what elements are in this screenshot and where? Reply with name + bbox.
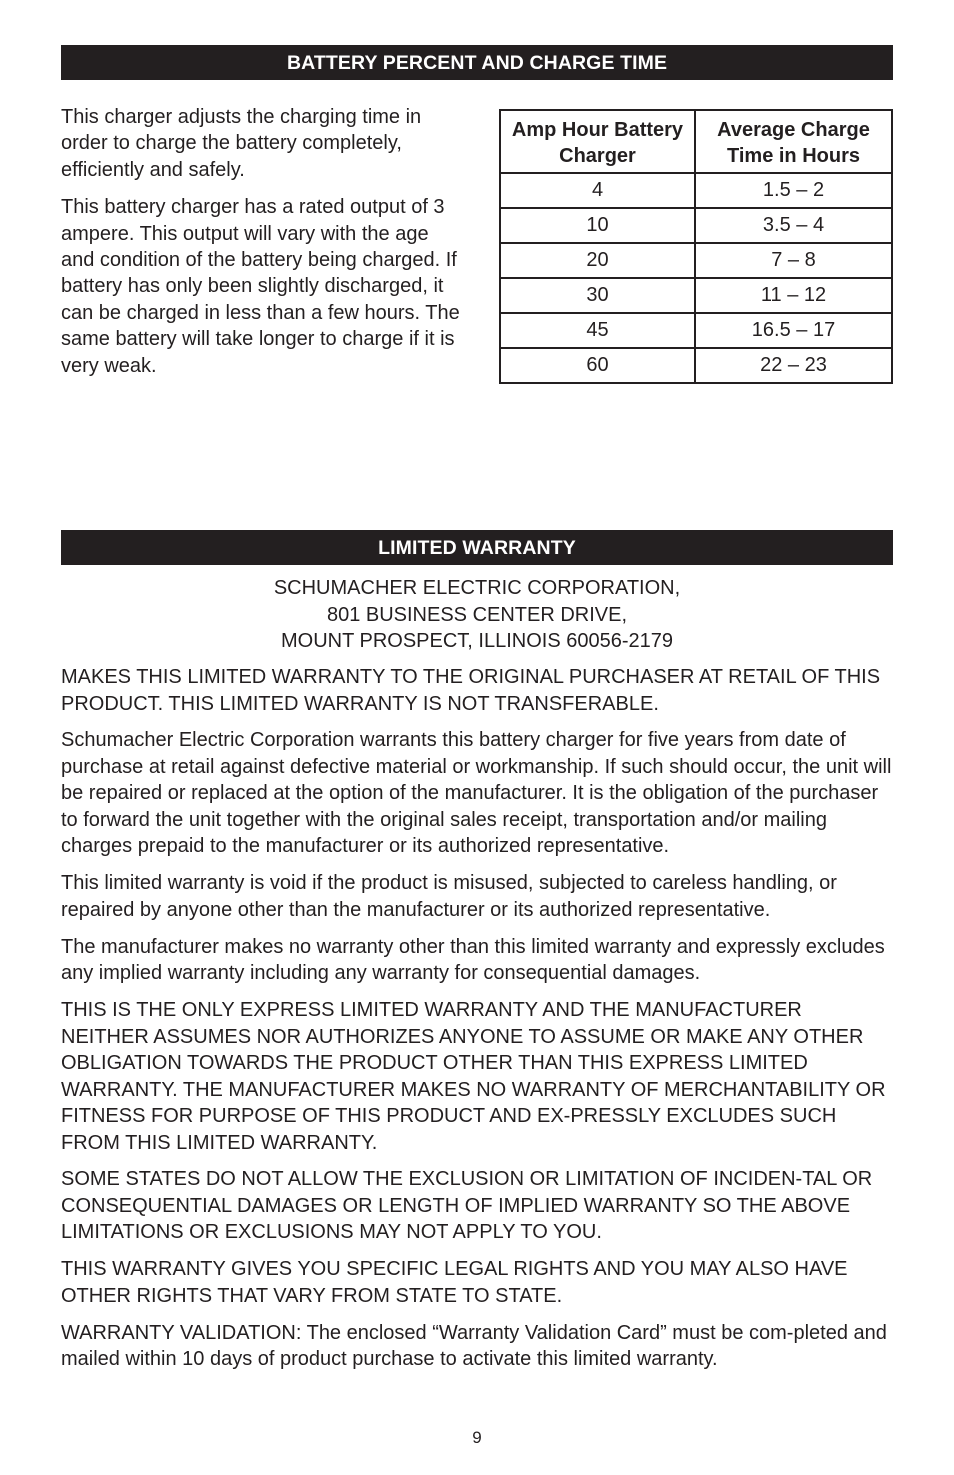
- page-number: 9: [472, 1428, 482, 1447]
- table-cell: 16.5 – 17: [695, 313, 892, 348]
- address-line: SCHUMACHER ELECTRIC CORPORATION,: [273, 577, 681, 599]
- table-row: [500, 313, 892, 348]
- warranty-paragraph: The manufacturer makes no warranty other than this limited warranty and expressly excludes any implied warranty including any warranty for consequential damages.: [61, 935, 885, 985]
- section-header-charge-time: BATTERY PERCENT AND CHARGE TIME: [61, 45, 893, 80]
- company-address: [61, 575, 893, 655]
- warranty-body: [61, 664, 893, 1383]
- table-row: [500, 278, 892, 313]
- table-cell: 60: [500, 348, 695, 383]
- intro-paragraph: This charger adjusts the charging time in order to charge the battery completely, efficiently and safely.: [61, 106, 422, 181]
- table-header-row: [500, 110, 892, 173]
- address-line: MOUNT PROSPECT, ILLINOIS 60056-2179: [280, 630, 673, 652]
- table-cell: 45: [500, 313, 695, 348]
- warranty-paragraph: Schumacher Electric Corporation warrants this battery charger for five years from date of purchase at retail against defective material or workmanship. If such should occur, the unit will be repaired or replaced at the option of the manufacturer. It is the obligation of the purchaser to forward the unit together with the original sales receipt, transportation and/or mailing charges prepaid to the manufacturer or its authorized representative.: [61, 729, 892, 858]
- table-cell: 4: [500, 173, 695, 208]
- table-row: [500, 208, 892, 243]
- table-cell: 22 – 23: [695, 348, 892, 383]
- column-header-amp-hour: Amp Hour Battery Charger: [500, 110, 695, 173]
- warranty-paragraph: SOME STATES DO NOT ALLOW THE EXCLUSION OR LIMITATION OF INCIDEN-TAL OR CONSEQUENTIAL DAMAGES OR LENGTH OF IMPLIED WARRANTY SO THE ABOVE LIMITATIONS OR EXCLUSIONS MAY NOT APPLY TO YOU.: [61, 1168, 873, 1244]
- table-cell: 1.5 – 2: [695, 173, 892, 208]
- warranty-paragraph: MAKES THIS LIMITED WARRANTY TO THE ORIGINAL PURCHASER AT RETAIL OF THIS PRODUCT. THIS LIMITED WARRANTY IS NOT TRANSFERABLE.: [61, 666, 881, 715]
- table-cell: 30: [500, 278, 695, 313]
- warranty-paragraph: THIS IS THE ONLY EXPRESS LIMITED WARRANTY AND THE MANUFACTURER NEITHER ASSUMES NOR AUTHORIZES ANYONE TO ASSUME OR MAKE ANY OTHER OBLIGATION TOWARDS THE PRODUCT OTHER THAN THIS EXPRESS LIMITED WARRANTY. THE MANUFACTURER MAKES NO WARRANTY OF MERCHANTABILITY OR FITNESS FOR PURPOSE OF THIS PRODUCT AND EX-PRESSLY EXCLUDES SUCH FROM THIS LIMITED WARRANTY.: [61, 999, 886, 1154]
- charge-time-table: [499, 109, 893, 384]
- column-header-charge-time: Average Charge Time in Hours: [695, 110, 892, 173]
- intro-paragraph: This battery charger has a rated output of 3 ampere. This output will vary with the age and condition of the battery being charged. If battery has only been slightly discharged, it can be charged in less than a few hours. The same battery will take longer to charge if it is very weak.: [61, 196, 460, 377]
- table-row: [500, 243, 892, 278]
- table-cell: 3.5 – 4: [695, 208, 892, 243]
- section-header-limited-warranty: LIMITED WARRANTY: [61, 530, 893, 565]
- table-cell: 11 – 12: [695, 278, 892, 313]
- warranty-paragraph: This limited warranty is void if the product is misused, subjected to careless handling, or repaired by anyone other than the manufacturer or its authorized representative.: [61, 872, 837, 921]
- table-cell: 10: [500, 208, 695, 243]
- table-row: [500, 348, 892, 383]
- address-line: 801 BUSINESS CENTER DRIVE,: [326, 603, 628, 626]
- table-cell: 20: [500, 243, 695, 278]
- table-cell: 7 – 8: [695, 243, 892, 278]
- table-row: [500, 173, 892, 208]
- warranty-paragraph: WARRANTY VALIDATION: The enclosed “Warranty Validation Card” must be com-pleted and mailed within 10 days of product purchase to activate this limited warranty.: [61, 1321, 887, 1371]
- warranty-paragraph: THIS WARRANTY GIVES YOU SPECIFIC LEGAL RIGHTS AND YOU MAY ALSO HAVE OTHER RIGHTS THAT VARY FROM STATE TO STATE.: [61, 1258, 848, 1307]
- charge-time-intro: [61, 104, 466, 390]
